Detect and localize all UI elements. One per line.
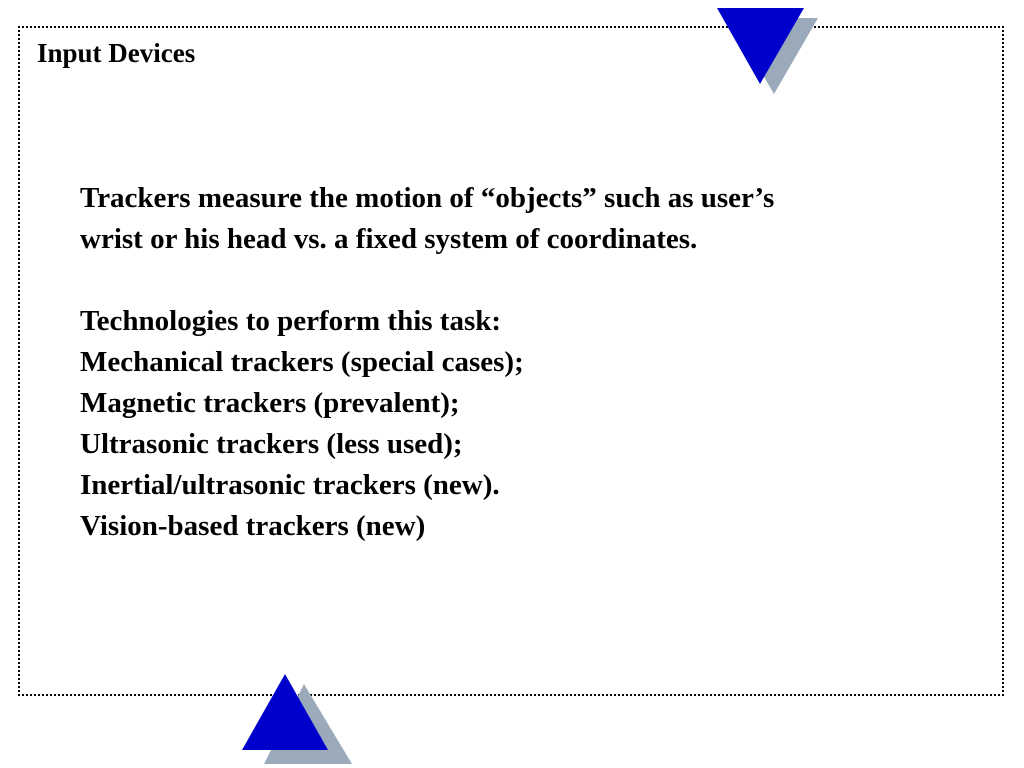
- list-item: Inertial/ultrasonic trackers (new).: [80, 469, 500, 501]
- slide-body: [80, 178, 960, 547]
- list-item: Mechanical trackers (special cases);: [80, 346, 524, 378]
- list-item: Magnetic trackers (prevalent);: [80, 387, 460, 419]
- down-triangle-icon: [712, 6, 824, 100]
- up-triangle-icon: [238, 672, 358, 768]
- paragraph-gap: [80, 260, 960, 301]
- list-item: Vision-based trackers (new): [80, 510, 426, 542]
- intro-line-1: Trackers measure the motion of “objects” such as user’s: [80, 182, 775, 214]
- intro-line-2: wrist or his head vs. a fixed system of coordinates.: [80, 223, 698, 255]
- list-heading: Technologies to perform this task:: [80, 305, 502, 337]
- slide-title: Input Devices: [37, 38, 196, 68]
- list-item: Ultrasonic trackers (less used);: [80, 428, 463, 460]
